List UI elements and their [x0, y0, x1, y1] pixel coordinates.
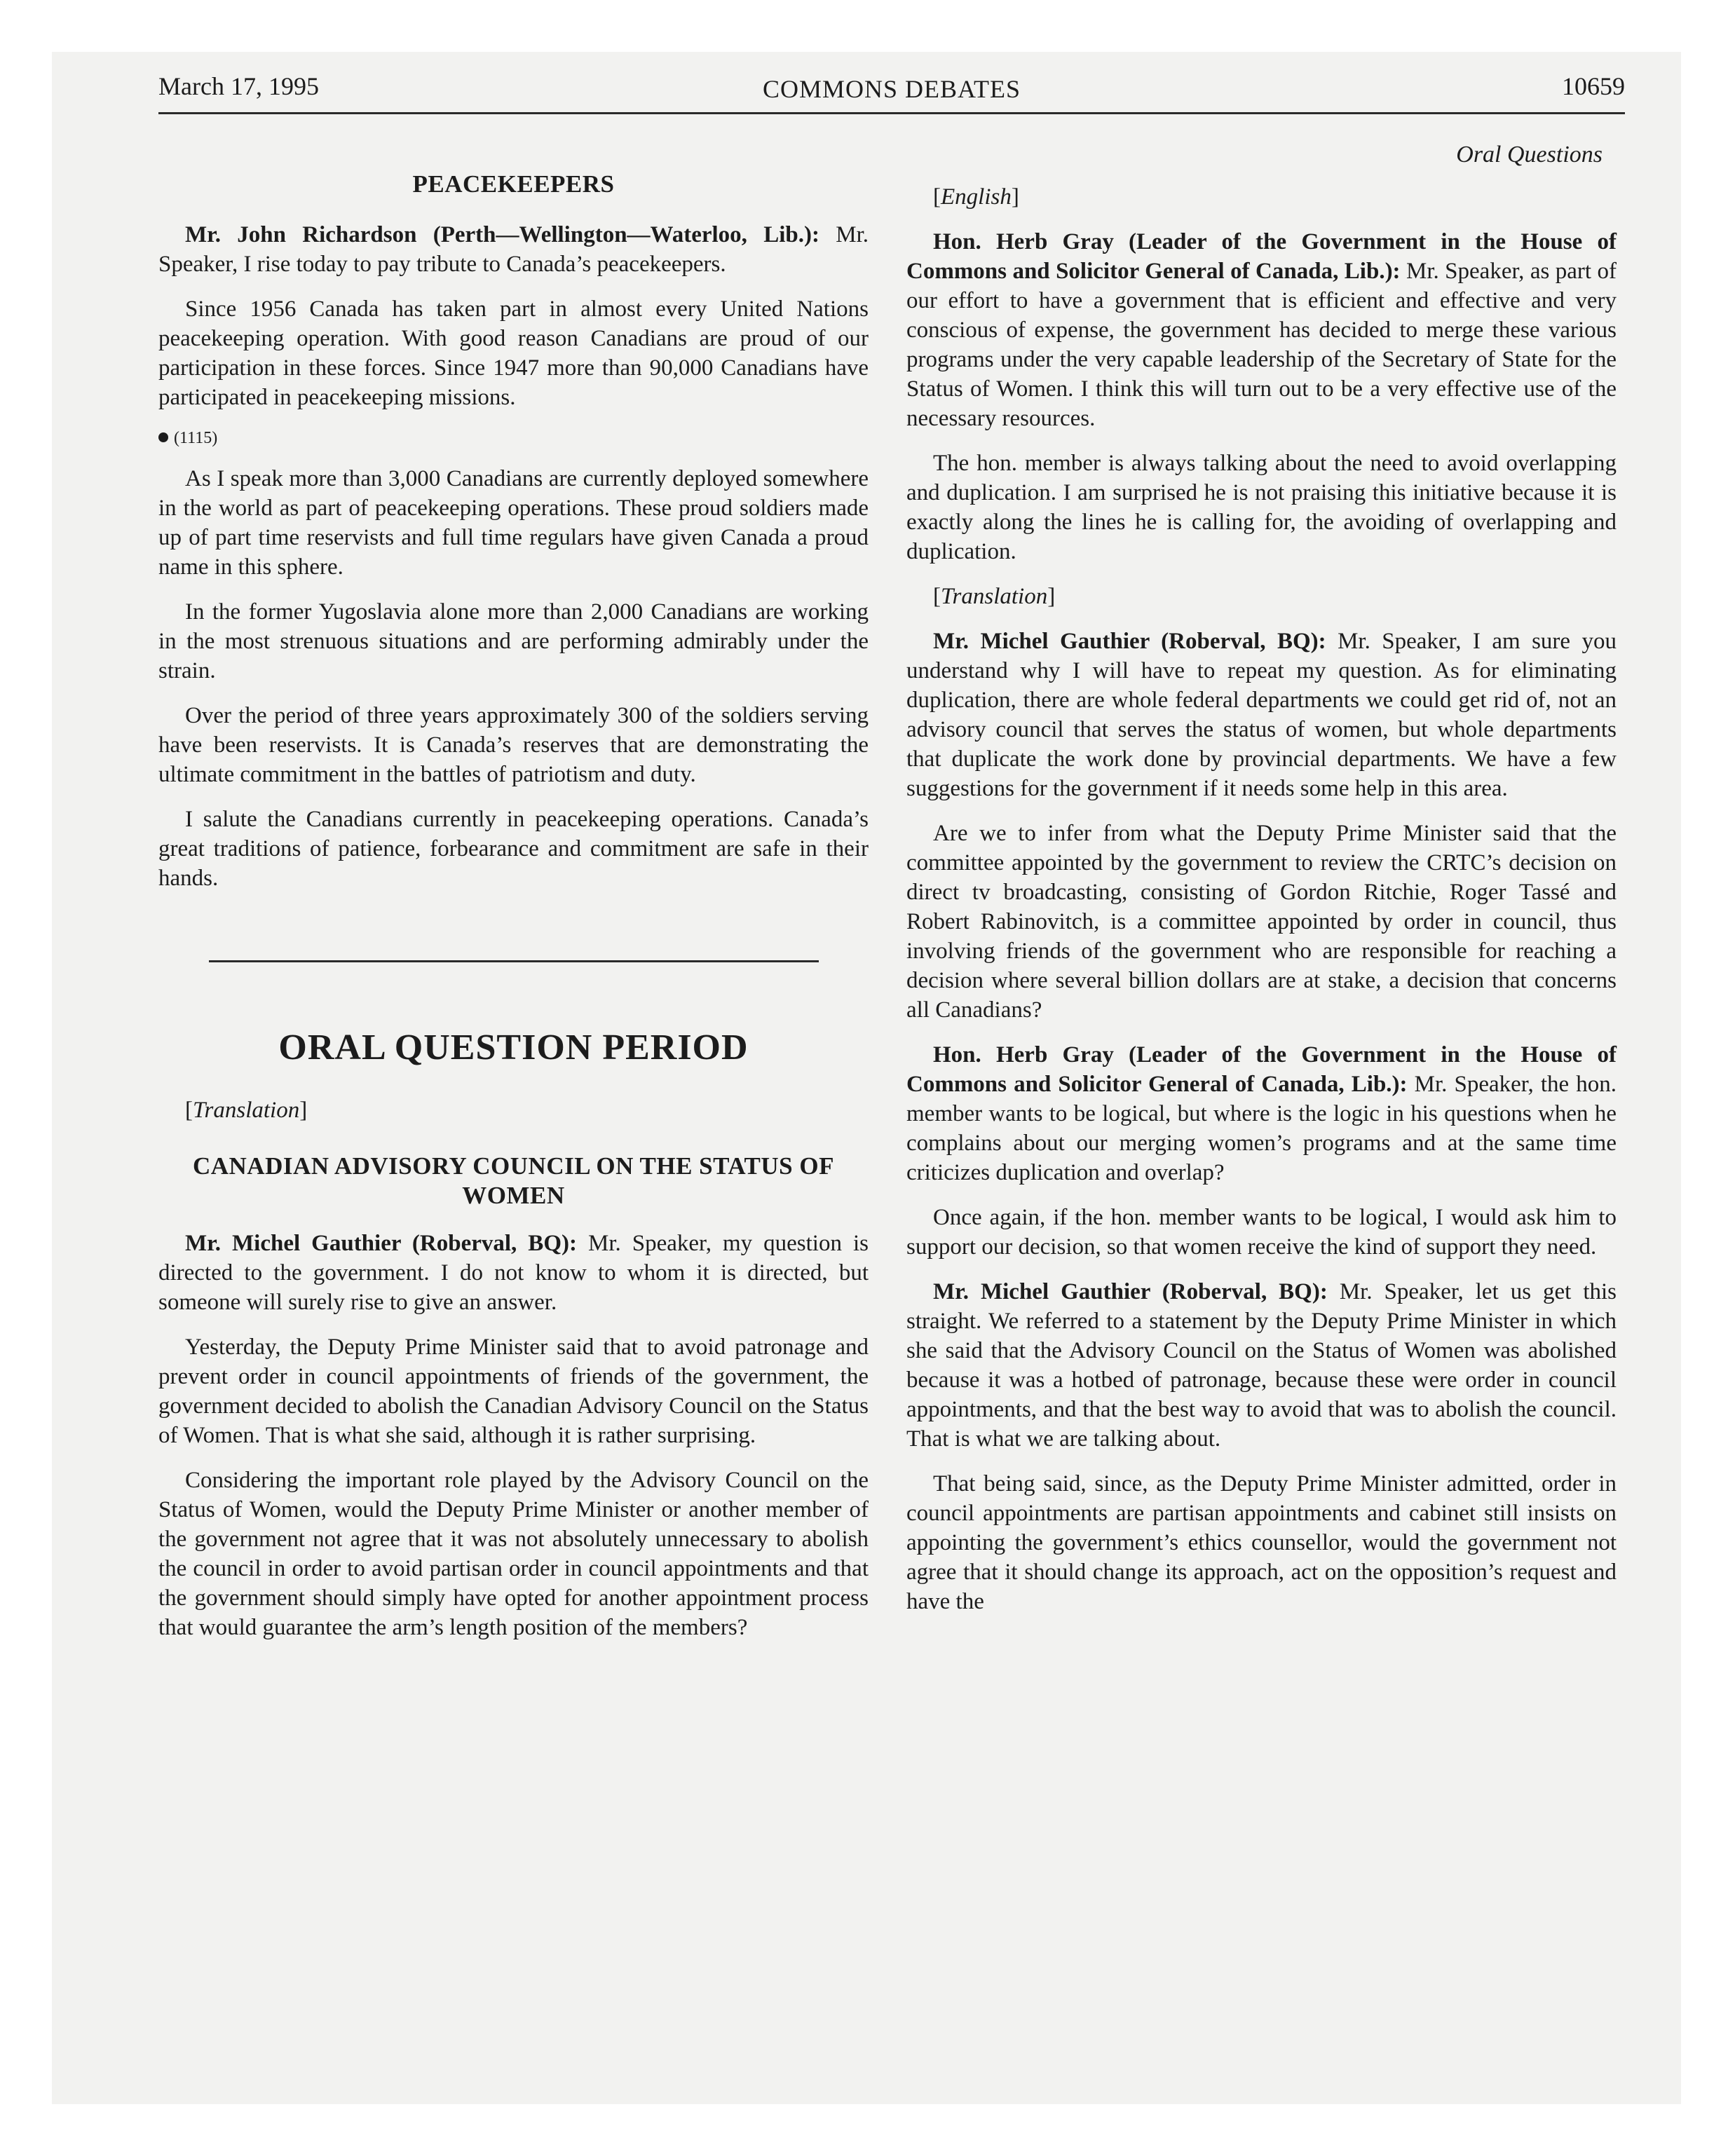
question-paragraph — [906, 1277, 1617, 1454]
header-rule — [158, 112, 1625, 114]
question-paragraph — [158, 1229, 869, 1317]
page-header — [158, 67, 1625, 116]
speaker-name: Mr. John Richardson (Perth—Wellington—Waterloo, Lib.): — [185, 222, 819, 247]
language-label: [Translation] — [933, 584, 1056, 609]
council-heading: CANADIAN ADVISORY COUNCIL ON THE STATUS OF WOMEN — [192, 1152, 834, 1209]
question-paragraph: Yesterday, the Deputy Prime Minister said that to avoid patronage and prevent order in council appointments of friends of the government, the government decided to abolish the Canadian Advisory Council on the Status of Women. That is what she said, although it is rather surprising. — [158, 1335, 869, 1448]
time-marker-label: (1115) — [174, 429, 218, 447]
speech-text: Mr. Speaker, I rise today to pay tribute to Canada’s peacekeepers. — [158, 222, 869, 277]
answer-paragraph: The hon. member is always talking about the need to avoid overlapping and duplication. I am surprised he is not praising this initiative because it is exactly along the lines he is calling for, the avoiding of overlapping and duplication. — [906, 451, 1617, 564]
bullet-icon — [158, 432, 168, 442]
time-marker — [158, 428, 869, 449]
statement-paragraph: I salute the Canadians currently in peacekeeping operations. Canada’s great traditions of patience, forbearance and commitment are safe in their hands. — [158, 807, 869, 891]
question-paragraph: Considering the important role played by the Advisory Council on the Status of Women, would the Deputy Prime Minister or another member of the government not agree that it was not absolutely unnecessary to abolish the council in order to avoid partisan order in council appointments and that the government should simply have opted for another appointment process that would guarantee the arm’s length position of the members? — [158, 1468, 869, 1640]
question-paragraph: Are we to infer from what the Deputy Prime Minister said that the committee appointed by the government to review the CRTC’s decision on direct tv broadcasting, consisting of Gordon Ritchie, Roger Tassé and Robert Rabinovitch, is a committee appointed by order in council, thus involving friends of the government who are responsible for reaching a decision where several billion dollars are at stake, a decision that concerns all Canadians? — [906, 821, 1617, 1023]
answer-paragraph: Once again, if the hon. member wants to be logical, I would ask him to support our decision, so that women receive the kind of support they need. — [906, 1205, 1617, 1260]
header-date: March 17, 1995 — [158, 72, 319, 100]
left-column — [158, 133, 869, 1642]
speech-text: Mr. Speaker, the hon. member wants to be logical, but where is the logic in his questions when he complains about our merging women’s programs and at the same time criticizes duplication and overlap? — [906, 1072, 1617, 1185]
statement-paragraph: Over the period of three years approximately 300 of the soldiers serving have been reservists. It is Canada’s reserves that are demonstrating the ultimate commitment in the battles of patriotism and duty. — [158, 703, 869, 787]
running-head: Oral Questions — [1456, 142, 1603, 168]
speaker-name: Hon. Herb Gray (Leader of the Government in the House of Commons and Solicitor General of Canada, Lib.): — [906, 1042, 1617, 1097]
speaker-name: Mr. Michel Gauthier (Roberval, BQ): — [933, 1279, 1328, 1304]
language-label: [Translation] — [185, 1098, 308, 1123]
speech-text: Mr. Speaker, my question is directed to the government. I do not know to whom it is directed, but someone will surely rise to give an answer. — [158, 1231, 869, 1315]
question-paragraph — [906, 627, 1617, 803]
speaker-name: Hon. Herb Gray (Leader of the Government in the House of Commons and Solicitor General of Canada, Lib.): — [906, 229, 1617, 284]
speaker-name: Mr. Michel Gauthier (Roberval, BQ): — [933, 629, 1326, 654]
statement-paragraph: Since 1956 Canada has taken part in almost every United Nations peacekeeping operation. With good reason Canadians are proud of our participation in these forces. Since 1947 more than 90,000 Canadians have participated in peacekeeping missions. — [158, 296, 869, 410]
section-divider — [209, 960, 819, 962]
header-page-number: 10659 — [1562, 72, 1625, 100]
question-paragraph: That being said, since, as the Deputy Prime Minister admitted, order in council appointments are partisan appointments and cabinet still insists on appointing the government’s ethics counsellor, would the government not agree that it should change its approach, act on the opposition’s request and have the — [906, 1471, 1617, 1614]
speech-text: Mr. Speaker, let us get this straight. We referred to a statement by the Deputy Prime Minister in which she said that the Advisory Council on the Status of Women was abolished because it was a hotbed of patronage, because these were order in council appointments, and that the best way to avoid that was to abolish the council. That is what we are talking about. — [906, 1279, 1617, 1452]
right-column — [906, 133, 1617, 1616]
speaker-name: Mr. Michel Gauthier (Roberval, BQ): — [185, 1231, 577, 1256]
speech-text: Mr. Speaker, I am sure you understand why I will have to repeat my question. As for eliminating duplication, there are whole federal departments we could get rid of, not an advisory council that serves the status of women, but whole departments that duplicate the work done by provincial departments. We have a few suggestions for the government if it needs some help in this area. — [906, 629, 1617, 801]
statement-paragraph — [158, 220, 869, 279]
section-title: ORAL QUESTION PERIOD — [278, 1028, 749, 1067]
language-label: [English] — [933, 184, 1019, 210]
statement-paragraph: As I speak more than 3,000 Canadians are currently deployed somewhere in the world as part of peacekeeping operations. These proud soldiers made up of part time reservists and full time regulars have given Canada a proud name in this sphere. — [158, 466, 869, 580]
peacekeepers-heading: PEACEKEEPERS — [412, 170, 615, 198]
speech-text: Mr. Speaker, as part of our effort to have a government that is efficient and effective and very conscious of expense, the government has decided to merge these various programs under the very capable leadership of the Secretary of State for the Status of Women. I think this will turn out to be a very effective use of the necessary resources. — [906, 259, 1617, 431]
statement-paragraph: In the former Yugoslavia alone more than 2,000 Canadians are working in the most strenuous situations and are performing admirably under the strain. — [158, 599, 869, 683]
header-title: COMMONS DEBATES — [762, 75, 1021, 103]
answer-paragraph — [906, 1040, 1617, 1187]
answer-paragraph — [906, 227, 1617, 433]
